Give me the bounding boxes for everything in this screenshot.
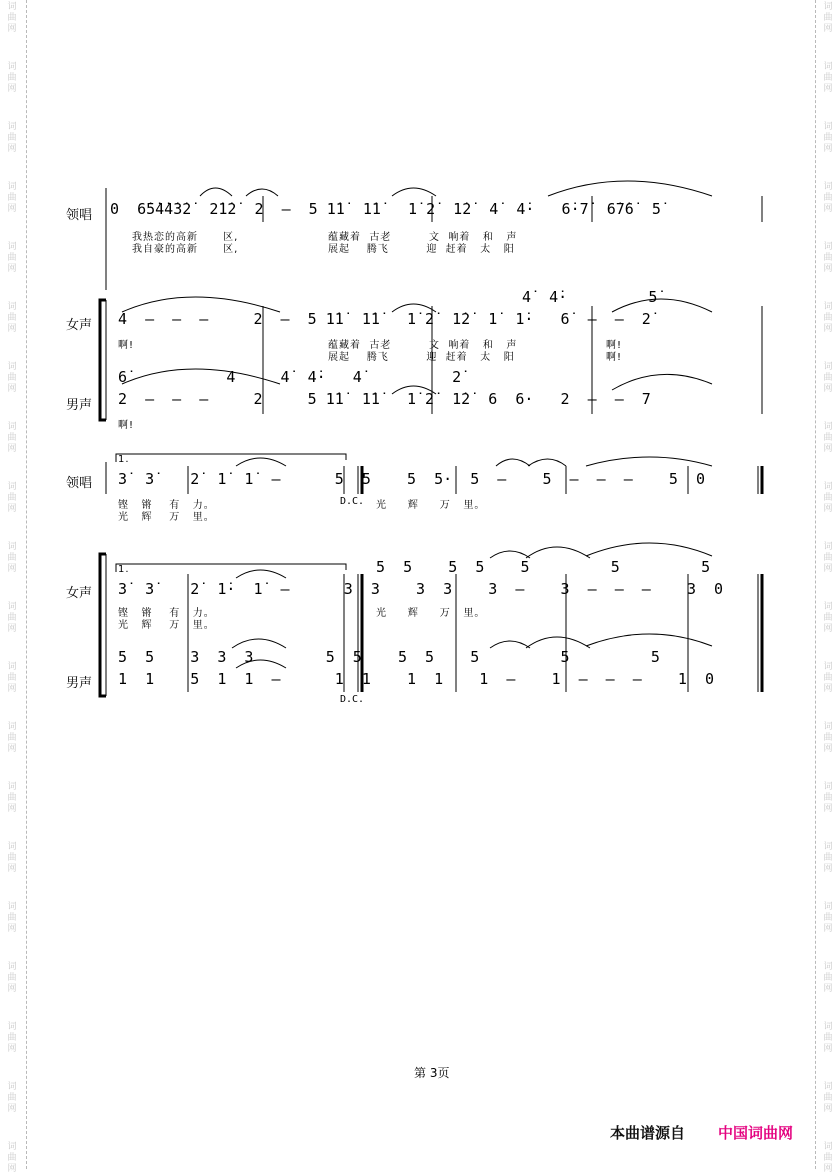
watermark-text: 词 曲 网: [823, 242, 833, 274]
male-notes-system-2: 1 1 5 1 1 – 1 1 1 1 1 – 1 – – – 1 0: [118, 670, 715, 688]
lead-lyric-verse-2: 我自豪的高新 区,: [132, 244, 239, 255]
part-label-female-2: 女声: [66, 586, 93, 601]
watermark-text: 词 曲 网: [823, 782, 833, 814]
watermark-text: 词 曲 网: [7, 962, 17, 994]
lead-notes-system-2: 3̇ 3̇ 2̇ 1̇ 1̇ – 5 5 5 5· 5 – 5 – – – 5 0: [118, 470, 705, 488]
female-notes-system-2: 3̇ 3̇ 2̇ 1̇· 1̇ – 3 3 3 3 3 – 3 – – – 3 0: [118, 580, 724, 598]
watermark-text: 词 曲 网: [823, 722, 833, 754]
watermark-text: 词 曲 网: [7, 722, 17, 754]
part-label-male-1: 男声: [66, 398, 93, 413]
watermark-text: 词 曲 网: [7, 1022, 17, 1054]
female-lyric-verse-2: 展起 腾飞 迎 赶着 太 阳: [328, 352, 515, 363]
watermark-text: 词 曲 网: [823, 2, 833, 34]
watermark-text: 词 曲 网: [7, 422, 17, 454]
volta-1-lead: 1.: [118, 454, 130, 465]
watermark-text: 词 曲 网: [823, 422, 833, 454]
watermark-text: 词 曲 网: [7, 2, 17, 34]
watermark-text: 词 曲 网: [7, 542, 17, 574]
watermark-text: 词 曲 网: [823, 542, 833, 574]
watermark-text: 词 曲 网: [7, 662, 17, 694]
watermark-text: 词 曲 网: [7, 182, 17, 214]
watermark-text: 词 曲 网: [7, 62, 17, 94]
female-lyric-ah-2: 啊!: [606, 340, 623, 351]
watermark-text: 词 曲 网: [823, 482, 833, 514]
lead-lyric-verse-1-cont: 蕴藏着 古老 文 响着 和 声: [328, 232, 518, 243]
da-capo-male: D.C.: [340, 694, 365, 705]
watermark-text: 词 曲 网: [823, 182, 833, 214]
lead-lyric-2-after: 光 辉 万 里。: [376, 500, 486, 511]
watermark-text: 词 曲 网: [7, 482, 17, 514]
watermark-text: 词 曲 网: [7, 362, 17, 394]
male-notes-system-1: 2 – – – 2 5 1̇1̇ 1̇1̇ 1̇ 2̇ 1̇2̇ 6 6· 2 – – 7: [118, 390, 651, 408]
watermark-text: 词 曲 网: [823, 362, 833, 394]
lead-notes-system-1: 0 6̇5̇4̇4̇3̇2̇ 2̇1̇2̇ 2 – 5 1̇1̇ 1̇1̇ 1̇ 2̇ 1̇2̇ 4̇ 4̇· 6̇·7̇ 6̇7̇6̇ 5̇: [110, 200, 661, 218]
lead-lyric-2-verse-2: 光 辉 万 里。: [118, 512, 215, 523]
watermark-text: 词 曲 网: [7, 302, 17, 334]
male-upper-notes-system-2: 5 5 3 3 3 5 5 5 5 5 5 5: [118, 648, 660, 666]
volta-1-female: 1.: [118, 564, 130, 575]
watermark-text: 词 曲 网: [7, 902, 17, 934]
female-lyric-ah: 啊!: [118, 340, 135, 351]
lead-lyric-2-verse-1: 铿 锵 有 力。: [118, 500, 215, 511]
watermark-text: 词 曲 网: [823, 1082, 833, 1114]
watermark-text: 词 曲 网: [823, 842, 833, 874]
female-upper-notes-system-1: 4̇ 4̇· 5̇: [522, 288, 658, 306]
lead-lyric-verse-1: 我热恋的高新 区,: [132, 232, 239, 243]
watermark-text: 词 曲 网: [7, 782, 17, 814]
part-label-lead-1: 领唱: [66, 208, 93, 223]
female-lyric-ah-3: 啊!: [606, 352, 623, 363]
da-capo-lead: D.C.: [340, 496, 365, 507]
watermark-text: 词 曲 网: [823, 1142, 833, 1174]
footer-site-link[interactable]: 中国词曲网: [718, 1124, 794, 1142]
watermark-text: 词 曲 网: [823, 662, 833, 694]
page-number: 第 3页: [414, 1066, 450, 1080]
female-lyric-2-verse-2: 光 辉 万 里。: [118, 620, 215, 631]
female-lyric-2-verse-1: 铿 锵 有 力。: [118, 608, 215, 619]
male-lyric-ah: 啊!: [118, 420, 135, 431]
watermark-text: 词 曲 网: [7, 602, 17, 634]
watermark-text: 词 曲 网: [823, 962, 833, 994]
female-lyric-verse-1: 蕴藏着 古老 文 响着 和 声: [328, 340, 518, 351]
watermark-text: 词 曲 网: [7, 242, 17, 274]
female-notes-system-1: 4 – – – 2 – 5 1̇1̇ 1̇1̇ 1̇ 2̇ 1̇2̇ 1̇ 1̇· 6̇ – – 2̇: [118, 310, 651, 328]
watermark-text: 词 曲 网: [823, 62, 833, 94]
watermark-text: 词 曲 网: [7, 1082, 17, 1114]
watermark-text: 词 曲 网: [7, 842, 17, 874]
watermark-text: 词 曲 网: [823, 602, 833, 634]
part-label-male-2: 男声: [66, 676, 93, 691]
watermark-text: 词 曲 网: [823, 1022, 833, 1054]
part-label-female-1: 女声: [66, 318, 93, 333]
female-lyric-2-after: 光 辉 万 里。: [376, 608, 486, 619]
watermark-text: 词 曲 网: [7, 122, 17, 154]
male-upper-notes-system-1: 6̇ 4 4̇ 4̇· 4̇ 2̇: [118, 368, 462, 386]
lead-lyric-verse-2-cont: 展起 腾飞 迎 赶着 太 阳: [328, 244, 515, 255]
watermark-text: 词 曲 网: [7, 1142, 17, 1174]
watermark-text: 词 曲 网: [823, 122, 833, 154]
female-upper-notes-system-2: 5 5 5 5 5 5 5: [376, 558, 711, 576]
watermark-text: 词 曲 网: [823, 902, 833, 934]
part-label-lead-2: 领唱: [66, 476, 93, 491]
footer-source-text: 本曲谱源自: [610, 1124, 686, 1142]
watermark-text: 词 曲 网: [823, 302, 833, 334]
